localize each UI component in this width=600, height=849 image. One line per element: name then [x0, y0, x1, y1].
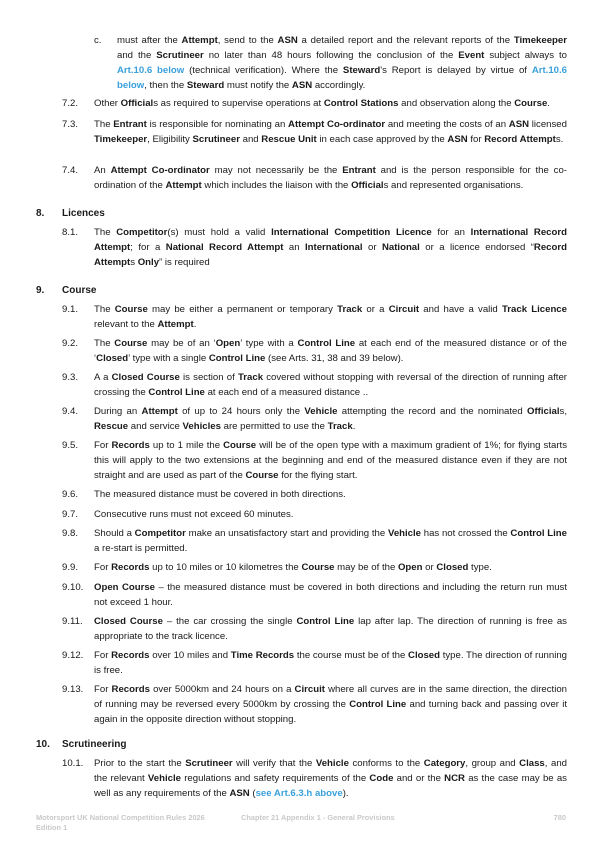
footer-edition: Edition 1: [36, 823, 68, 832]
section-heading: Course: [62, 285, 97, 296]
paragraph-9-1: The Course may be either a permanent or temporary Track or a Circuit and have a valid Track Licence relevant to the Attempt.: [94, 304, 567, 330]
paragraph-c: must after the Attempt, send to the ASN a detailed report and the relevant reports of the Timekeeper and the Scrutineer no later than 48 hours following the conclusion of the Event subject always to Art.10.6 below (technical verification). Where the Steward's Report is delayed by virtue of Art.10.6 below, then the Steward must notify the ASN accordingly.: [117, 35, 568, 91]
paragraph-9-7: Consecutive runs must not exceed 60 minutes.: [94, 509, 294, 520]
section-number: 10.: [36, 739, 50, 750]
paragraph-7-3: The Entrant is responsible for nominating an Attempt Co-ordinator and meeting the costs of an ASN licensed Timekeeper, Eligibility Scrutineer and Rescue Unit in each case approved by the ASN for Record Attempts.: [94, 119, 567, 145]
clause-number: 8.1.: [62, 227, 79, 238]
clause-number: 9.5.: [62, 440, 79, 451]
paragraph-10-1: Prior to the start the Scrutineer will verify that the Vehicle conforms to the Category, group and Class, and the relevant Vehicle regulations and safety requirements of the Code and or the NCR as the case may be as well as any requirements of the ASN (see Art.6.3.h above).: [94, 758, 567, 799]
section-number: 8.: [36, 208, 45, 219]
clause-number: 9.9.: [62, 562, 79, 573]
cross-reference-link[interactable]: Art.10.6: [531, 65, 568, 76]
footer-publication: Motorsport UK National Competition Rules 2026: [36, 813, 205, 822]
clause-number: 9.2.: [62, 338, 79, 349]
paragraph-9-4: During an Attempt of up to 24 hours only the Vehicle attempting the record and the nominated Officials, Rescue and service Vehicles are permitted to use the Track.: [94, 406, 568, 432]
paragraph-9-8: Should a Competitor make an unsatisfactory start and providing the Vehicle has not crossed the Control Line a re-start is permitted.: [94, 528, 567, 554]
clause-number: 9.7.: [62, 509, 79, 520]
cross-reference-link[interactable]: below: [117, 80, 145, 91]
paragraph-9-10: Open Course – the measured distance must be covered in both directions and including the return run must not exceed 1 hour.: [94, 582, 567, 608]
paragraph-8-1: The Competitor(s) must hold a valid International Competition Licence for an International Record Attempt; for a National Record Attempt an International or National or a licence endorsed “Record Attempts Only” is required: [94, 227, 567, 268]
clause-number: 9.13.: [62, 684, 84, 695]
clause-number: 9.10.: [62, 582, 84, 593]
cross-reference-link[interactable]: see Art.6.3.h above: [255, 788, 343, 799]
paragraph-9-9: For Records up to 10 miles or 10 kilometres the Course may be of the Open or Closed type.: [94, 562, 492, 573]
clause-number: 7.4.: [62, 165, 79, 176]
paragraph-9-13: For Records over 5000km and 24 hours on a Circuit where all curves are in the same direction, the direction of running may be reversed every 5000km by crossing the Control Line and turning back and passing over it again in the opposite direction without stopping.: [94, 684, 568, 725]
clause-number: 9.8.: [62, 528, 79, 539]
clause-number: 9.3.: [62, 372, 79, 383]
cross-reference-link[interactable]: Art.10.6 below: [117, 65, 185, 76]
paragraph-9-3: A a Closed Course is section of Track covered without stopping with reversal of the direction of running after crossing the Control Line at each end of a measured distance ..: [94, 372, 567, 398]
clause-number: 9.11.: [62, 616, 83, 627]
clause-number: 9.1.: [62, 304, 79, 315]
paragraph-9-12: For Records over 10 miles and Time Records the course must be of the Closed type. The direction of running is free.: [94, 650, 568, 676]
paragraph-9-2: The Course may be of an ‘Open’ type with a Control Line at each end of the measured distance or of the ‘Closed’ type with a single Control Line (see Arts. 31, 38 and 39 below).: [94, 338, 567, 364]
paragraph-9-6: The measured distance must be covered in both directions.: [94, 489, 346, 500]
clause-number: 10.1.: [62, 758, 84, 769]
clause-number: 7.2.: [62, 98, 79, 109]
clause-number: 9.4.: [62, 406, 79, 417]
section-heading: Scrutineering: [62, 739, 127, 750]
section-number: 9.: [36, 285, 45, 296]
paragraph-7-4: An Attempt Co-ordinator may not necessarily be the Entrant and is the person responsible for the co- ordination of the Attempt which includes the liaison with the Officials and represented organisations.: [94, 165, 568, 191]
clause-number: 9.12.: [62, 650, 84, 661]
paragraph-7-2: Other Officials as required to supervise operations at Control Stations and observation along the Course.: [94, 98, 550, 109]
section-heading: Licences: [62, 208, 105, 219]
footer-chapter: Chapter 21 Appendix 1 - General Provisions: [241, 813, 395, 822]
clause-number: 7.3.: [62, 119, 79, 130]
list-marker: c.: [94, 35, 102, 46]
page-number: 780: [553, 813, 566, 822]
paragraph-9-5: For Records up to 1 mile the Course will be of the open type with a maximum gradient of 1%; for flying starts this will apply to the two extensions at the beginning and end of the measured distance even if they are not straight and are used as part of the Course for the flying start.: [94, 440, 567, 481]
clause-number: 9.6.: [62, 489, 79, 500]
paragraph-9-11: Closed Course – the car crossing the single Control Line lap after lap. The direction of running is free as appropriate to the track licence.: [94, 616, 567, 642]
